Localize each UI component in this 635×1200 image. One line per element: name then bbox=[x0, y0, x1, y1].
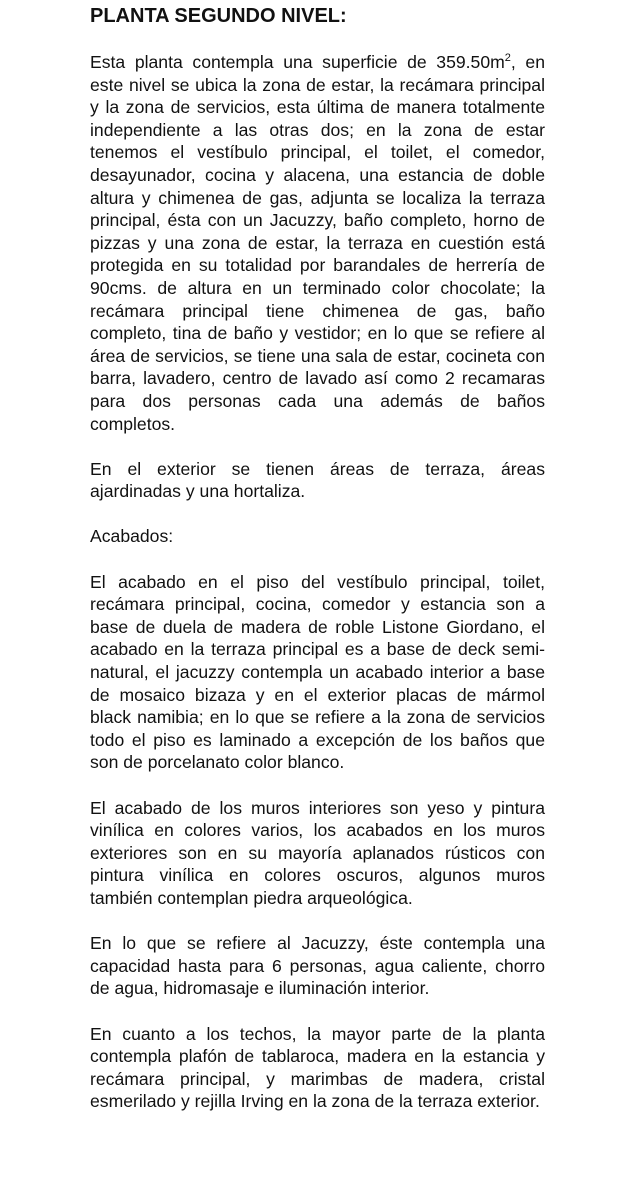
acabados-heading: Acabados: bbox=[90, 526, 174, 547]
jacuzzy-paragraph: En lo que se refiere al Jacuzzy, éste contempla una capacidad hasta para 6 personas, agua caliente, chorro de agua, hidromasaje e iluminación interior. bbox=[90, 933, 545, 999]
section-title: PLANTA SEGUNDO NIVEL: bbox=[90, 5, 347, 27]
document-page bbox=[90, 4, 545, 1136]
exterior-paragraph: En el exterior se tienen áreas de terraza, áreas ajardinadas y una hortaliza. bbox=[90, 458, 545, 502]
intro-text-rest: , en este nivel se ubica la zona de estar, la recámara principal y la zona de servicios, esta última de manera totalmente independiente a las otras dos; en la zona de estar tenemos el vestíbulo principal, el toilet, el comedor, desayunador, cocina y alacena, una estancia de doble altura y chimenea de gas, adjunta se localiza la terraza principal, ésta con un Jacuzzy, baño completo, horno de pizzas y una zona de estar, la terraza en cuestión está protegida en su totalidad por barandales de herrería de 90cms. de altura en un terminado color chocolate; la recámara principal tiene chimenea de gas, baño completo, tina de baño y vestidor; en lo que se refiere al área de servicios, se tiene una sala de estar, cocineta con barra, lavadero, centro de lavado así como 2 recamaras para dos personas cada una además de baños completos. bbox=[90, 52, 545, 434]
wall-finishes-paragraph: El acabado de los muros interiores son yeso y pintura vinílica en colores varios, los acabados en los muros exteriores son en su mayoría aplanados rústicos con pintura vinílica en colores oscuros, algunos muros también contemplan piedra arqueológica. bbox=[90, 797, 545, 908]
intro-paragraph bbox=[90, 51, 545, 435]
floor-finishes-paragraph: El acabado en el piso del vestíbulo principal, toilet, recámara principal, cocina, comedor y estancia son a base de duela de madera de roble Listone Giordano, el acabado en la terraza principal es a base de deck semi-natural, el jacuzzy contempla un acabado interior a base de mosaico bizaza y en el exterior placas de mármol black namibia; en lo que se refiere a la zona de servicios todo el piso es laminado a excepción de los baños que son de porcelanato color blanco. bbox=[90, 571, 545, 773]
area-superscript: 2 bbox=[504, 52, 511, 65]
ceilings-paragraph: En cuanto a los techos, la mayor parte de la planta contempla plafón de tablaroca, madera en la estancia y recámara principal, y marimbas de madera, cristal esmerilado y rejilla Irving en la zona de la terraza exterior. bbox=[90, 1023, 545, 1112]
intro-text-start: Esta planta contempla una superficie de 359.50m bbox=[90, 52, 505, 72]
